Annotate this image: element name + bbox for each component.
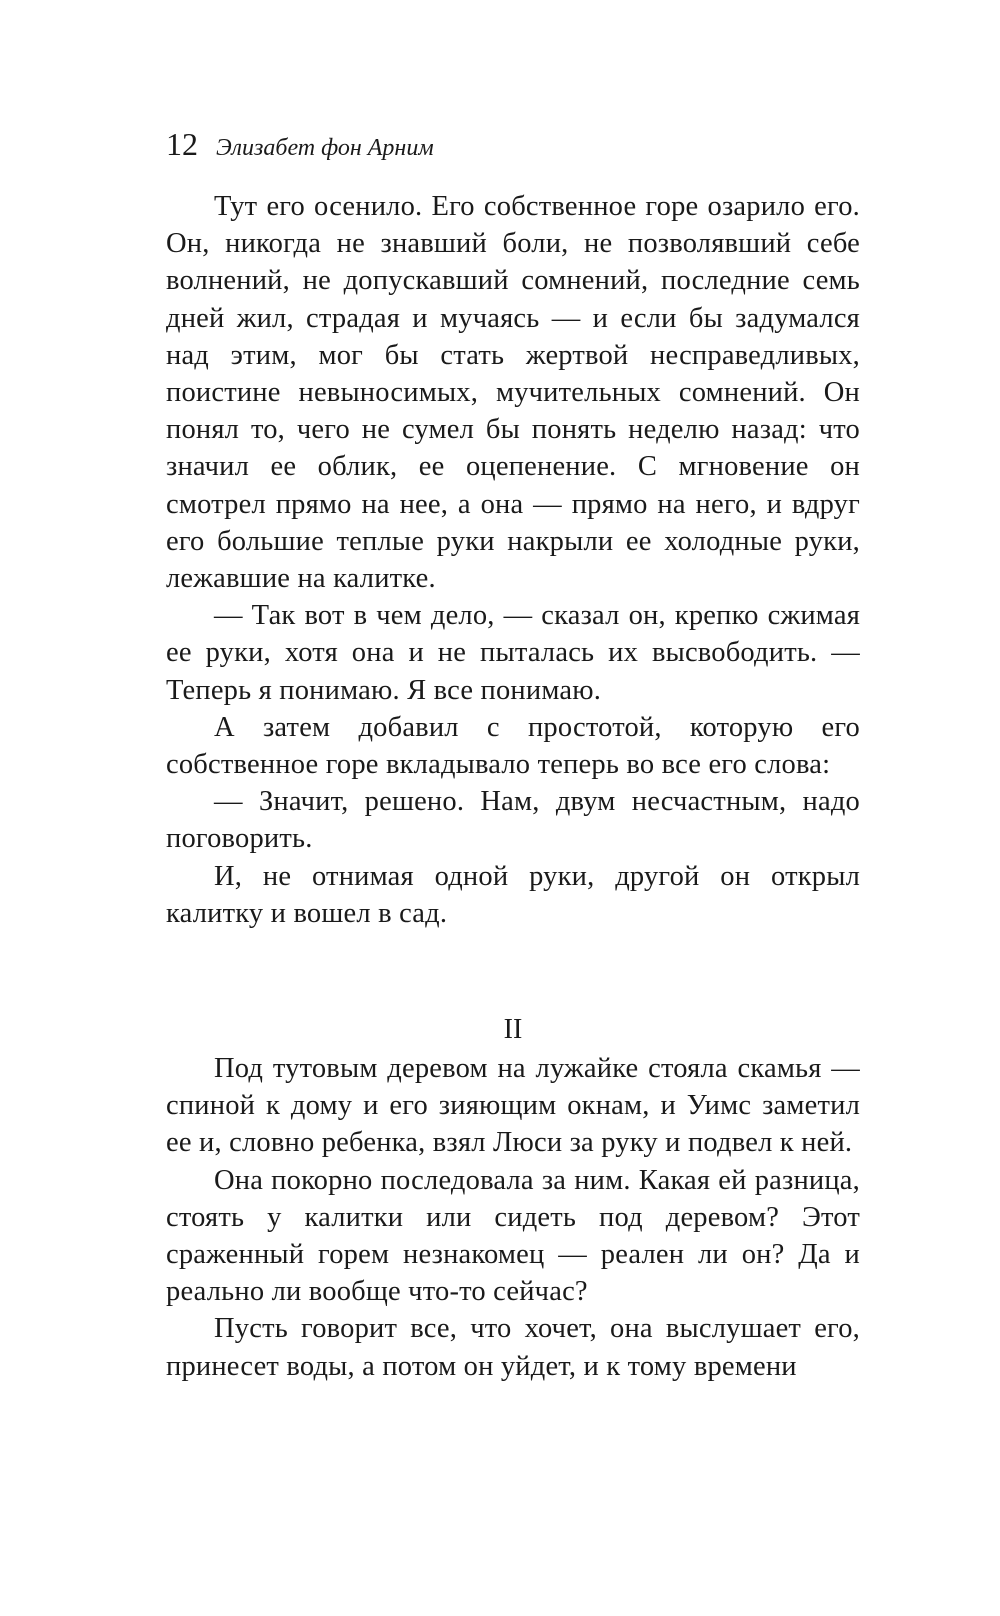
page-number: 12 — [166, 126, 198, 162]
running-head-author: Элизабет фон Арним — [216, 135, 434, 161]
paragraph: А затем добавил с простотой, которую его собственное горе вкладывало теперь во все его слова: — [166, 711, 860, 781]
paragraph: Она покорно последовала за ним. Какая ей разница, стоять у калитки или сидеть под деревом? Этот сраженный горем незнакомец — реален ли он? Да и реально ли вообще что-то сейчас? — [166, 1164, 860, 1308]
paragraph: — Так вот в чем дело, — сказал он, крепко сжимая ее руки, хотя она и не пыталась их высвободить. — Теперь я понимаю. Я все понимаю. — [166, 600, 860, 706]
paragraph: Под тутовым деревом на лужайке стояла скамья — спиной к дому и его зияющим окнам, и Уимс заметил ее и, словно ребенка, взял Люси за руку и подвел к ней. — [166, 1053, 860, 1159]
paragraph: — Значит, решено. Нам, двум несчастным, надо поговорить. — [166, 786, 860, 855]
paragraph: И, не отнимая одной руки, другой он открыл калитку и вошел в сад. — [166, 860, 860, 929]
paragraph: Тут его осенило. Его собственное горе озарило его. Он, никогда не знавший боли, не позволявший себе волнений, не допускавший сомнений, последние семь дней жил, страдая и мучаясь — и если бы задумался над этим, мог бы стать жертвой несправедливых, поистине невыносимых, мучительных сомнений. Он понял то, чего не сумел бы понять неделю назад: что значил ее облик, ее оцепенение. С мгновение он смотрел прямо на нее, а она — прямо на него, и вдруг его большие теплые руки накрыли ее холодные руки, лежавшие на калитке. — [166, 191, 860, 595]
paragraph: Пусть говорит все, что хочет, она выслушает его, принесет воды, а потом он уйдет, и к тому времени — [166, 1313, 860, 1382]
page-header — [166, 124, 434, 168]
body-text-section-two — [166, 1050, 860, 1385]
chapter-heading: II — [503, 1014, 523, 1045]
body-text-section-one — [166, 188, 860, 932]
